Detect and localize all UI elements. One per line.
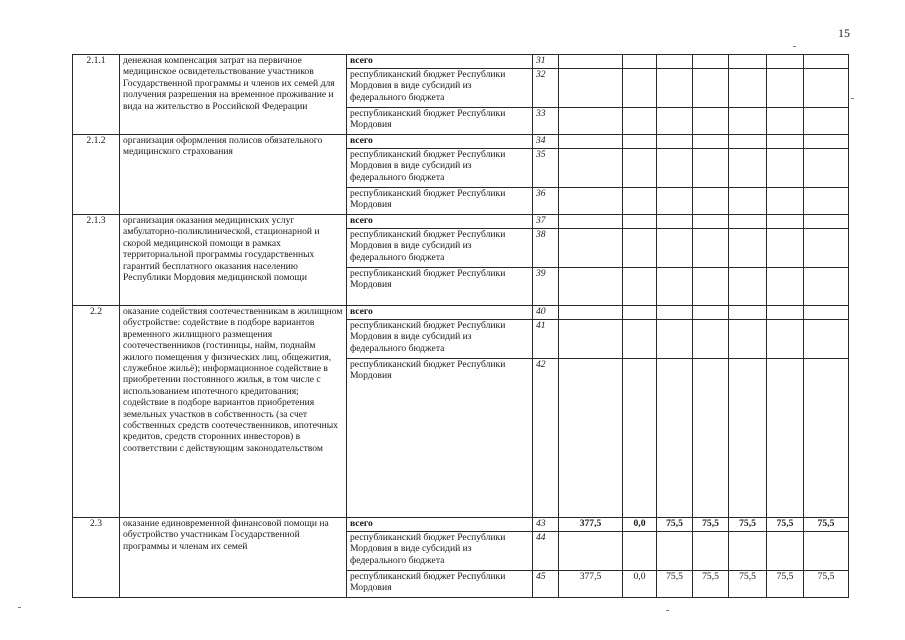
line-number: 39 [533, 268, 559, 306]
value-year [767, 215, 804, 229]
line-number: 45 [533, 571, 559, 598]
line-number: 33 [533, 108, 559, 135]
value-year [729, 359, 767, 518]
value-year [657, 55, 693, 69]
table-row [73, 135, 849, 149]
value-year [729, 306, 767, 320]
funding-source-label: всего [347, 518, 533, 532]
value-year [804, 135, 849, 149]
funding-source-label: республиканский бюджет Республики Мордовия [347, 359, 533, 518]
row-code: 2.2 [73, 306, 120, 518]
row-description: оказание содействия соотечественникам в жилищном обустройстве: содействие в подборе вариантов временного жилищного размещения соотечественников (гостиницы, найм, поднайм жилого помещения у физических лиц, общежития, служебное жильё); информационное содействие в приобретении постоянного жилья, в том числе с использованием ипотечного кредитования; содействие в подборе вариантов приобретения земельных участков в собственность (за счет собственных средств соотечественников, ипотечных кредитов, средств сторонних инвесторов) в соответствии с действующим законодательством [120, 306, 347, 518]
value-year [767, 149, 804, 188]
value-year [623, 149, 657, 188]
value-year [623, 359, 657, 518]
value-year [767, 69, 804, 108]
value-year [804, 108, 849, 135]
table-row [73, 306, 849, 320]
line-number: 41 [533, 320, 559, 359]
value-year: 0,0 [623, 518, 657, 532]
page-number: 15 [838, 26, 850, 40]
value-year [623, 320, 657, 359]
funding-source-label: республиканский бюджет Республики Мордовия в виде субсидий из федерального бюджета [347, 69, 533, 108]
line-number: 38 [533, 229, 559, 268]
value-year: 0,0 [623, 571, 657, 598]
value-year: 75,5 [767, 518, 804, 532]
value-year: 75,5 [729, 571, 767, 598]
value-year [693, 359, 729, 518]
value-year [657, 359, 693, 518]
value-year [729, 215, 767, 229]
value-year: 75,5 [729, 518, 767, 532]
value-year [657, 320, 693, 359]
value-year [767, 306, 804, 320]
value-year [623, 229, 657, 268]
value-total [559, 532, 623, 571]
value-year [623, 215, 657, 229]
line-number: 40 [533, 306, 559, 320]
value-year [804, 532, 849, 571]
value-year [657, 215, 693, 229]
value-year [729, 55, 767, 69]
line-number: 44 [533, 532, 559, 571]
value-year [729, 108, 767, 135]
value-year [693, 135, 729, 149]
line-number: 37 [533, 215, 559, 229]
value-year [767, 188, 804, 215]
value-year [623, 55, 657, 69]
value-year [767, 359, 804, 518]
value-year [657, 229, 693, 268]
value-year [693, 268, 729, 306]
value-year [729, 268, 767, 306]
value-year [804, 215, 849, 229]
value-total [559, 149, 623, 188]
value-total: 377,5 [559, 518, 623, 532]
table-body [73, 55, 849, 598]
funding-source-label: всего [347, 215, 533, 229]
value-year [767, 55, 804, 69]
value-year [693, 532, 729, 571]
value-year [804, 320, 849, 359]
value-year [804, 306, 849, 320]
value-year [623, 135, 657, 149]
value-year [804, 55, 849, 69]
value-year [729, 149, 767, 188]
funding-source-label: республиканский бюджет Республики Мордовия в виде субсидий из федерального бюджета [347, 149, 533, 188]
value-year [729, 229, 767, 268]
line-number: 42 [533, 359, 559, 518]
value-total [559, 135, 623, 149]
value-total [559, 359, 623, 518]
value-year [693, 188, 729, 215]
value-total [559, 55, 623, 69]
row-code: 2.1.2 [73, 135, 120, 215]
table-row [73, 518, 849, 532]
value-total [559, 108, 623, 135]
value-year: 75,5 [767, 571, 804, 598]
funding-source-label: всего [347, 306, 533, 320]
value-year [804, 229, 849, 268]
value-year [767, 320, 804, 359]
value-year [767, 229, 804, 268]
scan-mark [851, 98, 854, 99]
scan-mark [18, 607, 21, 608]
funding-source-label: республиканский бюджет Республики Мордовия [347, 108, 533, 135]
scan-mark [666, 610, 669, 611]
value-total [559, 215, 623, 229]
value-year [623, 268, 657, 306]
funding-source-label: республиканский бюджет Республики Мордовия [347, 571, 533, 598]
value-year [657, 532, 693, 571]
value-total [559, 188, 623, 215]
row-description: денежная компенсация затрат на первичное медицинское освидетельствование участников Государственной программы и членов их семей для получения разрешения на временное проживание и вида на жительство в Российской Федерации [120, 55, 347, 135]
value-total [559, 306, 623, 320]
value-year: 75,5 [693, 571, 729, 598]
value-year [804, 188, 849, 215]
value-year [804, 69, 849, 108]
value-year [693, 306, 729, 320]
value-year [693, 229, 729, 268]
value-year [657, 69, 693, 108]
value-year [729, 135, 767, 149]
value-year [729, 188, 767, 215]
value-year: 75,5 [657, 518, 693, 532]
value-year [657, 188, 693, 215]
value-year [693, 320, 729, 359]
value-year [623, 108, 657, 135]
funding-source-label: республиканский бюджет Республики Мордовия в виде субсидий из федерального бюджета [347, 229, 533, 268]
value-total [559, 320, 623, 359]
table-row [73, 215, 849, 229]
value-year [729, 69, 767, 108]
funding-source-label: республиканский бюджет Республики Мордовия [347, 268, 533, 306]
value-year [623, 532, 657, 571]
value-year [623, 306, 657, 320]
value-year [657, 149, 693, 188]
line-number: 36 [533, 188, 559, 215]
row-code: 2.1.3 [73, 215, 120, 306]
row-description: организация оказания медицинских услуг амбулаторно-поликлинической, стационарной и скорой медицинской помощи в рамках территориальной программы государственных гарантий бесплатного оказания населению Республики Мордовия медицинской помощи [120, 215, 347, 306]
value-year [693, 215, 729, 229]
value-total: 377,5 [559, 571, 623, 598]
line-number: 31 [533, 55, 559, 69]
value-year [729, 532, 767, 571]
value-year [693, 149, 729, 188]
row-code: 2.3 [73, 518, 120, 598]
line-number: 35 [533, 149, 559, 188]
scan-mark [793, 46, 796, 47]
value-year [657, 135, 693, 149]
value-year [729, 320, 767, 359]
value-year [693, 69, 729, 108]
line-number: 43 [533, 518, 559, 532]
value-year: 75,5 [693, 518, 729, 532]
value-year [657, 268, 693, 306]
table-row [73, 55, 849, 69]
value-year [693, 108, 729, 135]
funding-source-label: всего [347, 135, 533, 149]
value-year [693, 55, 729, 69]
value-year [804, 268, 849, 306]
value-total [559, 229, 623, 268]
funding-source-label: республиканский бюджет Республики Мордовия [347, 188, 533, 215]
line-number: 32 [533, 69, 559, 108]
value-total [559, 69, 623, 108]
value-year [657, 108, 693, 135]
value-year [767, 108, 804, 135]
value-year [623, 188, 657, 215]
value-year [767, 532, 804, 571]
value-year [767, 268, 804, 306]
value-year: 75,5 [804, 518, 849, 532]
row-code: 2.1.1 [73, 55, 120, 135]
value-year [623, 69, 657, 108]
value-total [559, 268, 623, 306]
value-year: 75,5 [804, 571, 849, 598]
line-number: 34 [533, 135, 559, 149]
value-year [804, 149, 849, 188]
funding-source-label: республиканский бюджет Республики Мордовия в виде субсидий из федерального бюджета [347, 532, 533, 571]
row-description: оказание единовременной финансовой помощи на обустройство участникам Государственной программы и членам их семей [120, 518, 347, 598]
funding-source-label: республиканский бюджет Республики Мордовия в виде субсидий из федерального бюджета [347, 320, 533, 359]
budget-table [72, 54, 849, 598]
value-year [804, 359, 849, 518]
funding-source-label: всего [347, 55, 533, 69]
value-year [767, 135, 804, 149]
row-description: организация оформления полисов обязательного медицинского страхования [120, 135, 347, 215]
value-year [657, 306, 693, 320]
value-year: 75,5 [657, 571, 693, 598]
